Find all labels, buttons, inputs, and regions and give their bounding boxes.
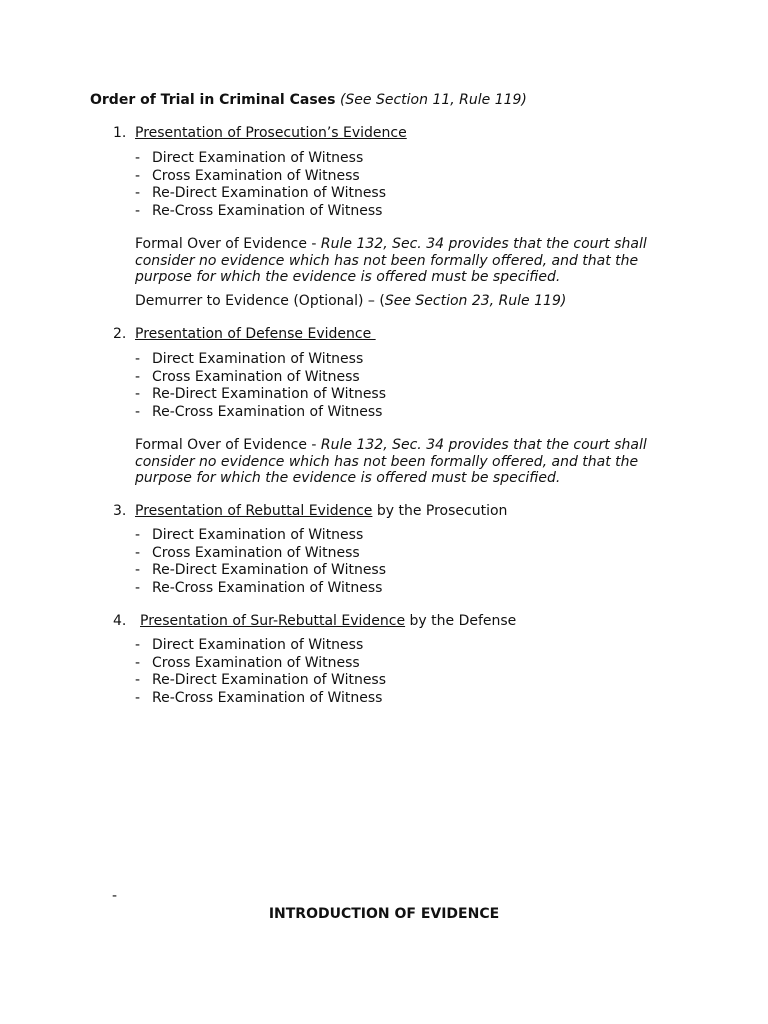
section-2-heading bbox=[113, 326, 376, 342]
list-item: - Re-Cross Examination of Witness bbox=[135, 202, 383, 219]
list-item: - Cross Examination of Witness bbox=[135, 167, 360, 184]
section-number: 4. bbox=[113, 613, 127, 629]
formal-offer-note: Formal Over of Evidence - Rule 132, Sec. 34 provides that the court shall consider no evidence which has not been formally offered, and that the purpose for which the evidence is offered must be specified. bbox=[135, 437, 647, 487]
section-1-heading bbox=[113, 125, 407, 141]
section-number: 3. bbox=[113, 503, 127, 519]
list-item: - Cross Examination of Witness bbox=[135, 654, 360, 671]
list-item: - Re-Cross Examination of Witness bbox=[135, 403, 383, 420]
next-section-title: INTRODUCTION OF EVIDENCE bbox=[268, 906, 500, 922]
list-item: - Re-Direct Examination of Witness bbox=[135, 672, 387, 689]
list-item: - Cross Examination of Witness bbox=[135, 544, 360, 561]
page-title bbox=[90, 92, 527, 108]
section-suffix: by the Defense bbox=[405, 613, 517, 629]
section-title: Presentation of Sur-Rebuttal Evidence bbox=[140, 613, 406, 629]
section-number: 1. bbox=[113, 125, 127, 141]
list-item: - Re-Direct Examination of Witness bbox=[135, 386, 387, 403]
stray-dash: - bbox=[112, 888, 118, 904]
section-3-heading bbox=[113, 503, 507, 519]
section-4-steps bbox=[135, 637, 386, 707]
section-title: Presentation of Prosecution’s Evidence bbox=[135, 125, 407, 141]
list-item: - Re-Cross Examination of Witness bbox=[135, 579, 383, 596]
section-number: 2. bbox=[113, 326, 127, 342]
list-item: - Re-Direct Examination of Witness bbox=[135, 185, 387, 202]
list-item: - Direct Examination of Witness bbox=[135, 637, 364, 653]
list-item: - Re-Direct Examination of Witness bbox=[135, 562, 387, 579]
section-4-heading bbox=[113, 613, 516, 629]
section-title: Presentation of Rebuttal Evidence bbox=[135, 503, 373, 519]
list-item: - Re-Cross Examination of Witness bbox=[135, 689, 383, 706]
demurrer-note: Demurrer to Evidence (Optional) – (See Section 23, Rule 119) bbox=[135, 293, 567, 309]
list-item: - Direct Examination of Witness bbox=[135, 150, 364, 166]
list-item: - Direct Examination of Witness bbox=[135, 351, 364, 367]
section-3-steps bbox=[135, 527, 386, 597]
page-title-main: Order of Trial in Criminal Cases bbox=[90, 92, 336, 108]
section-2-steps bbox=[135, 351, 386, 421]
list-item: - Direct Examination of Witness bbox=[135, 527, 364, 543]
formal-offer-note: Formal Over of Evidence - Rule 132, Sec. 34 provides that the court shall consider no evidence which has not been formally offered, and that the purpose for which the evidence is offered must be specified. bbox=[135, 236, 647, 286]
list-item: - Cross Examination of Witness bbox=[135, 368, 360, 385]
section-title: Presentation of Defense Evidence bbox=[135, 326, 376, 342]
page-title-citation: (See Section 11, Rule 119) bbox=[339, 92, 527, 108]
section-suffix: by the Prosecution bbox=[372, 503, 508, 519]
section-1-steps bbox=[135, 150, 386, 220]
